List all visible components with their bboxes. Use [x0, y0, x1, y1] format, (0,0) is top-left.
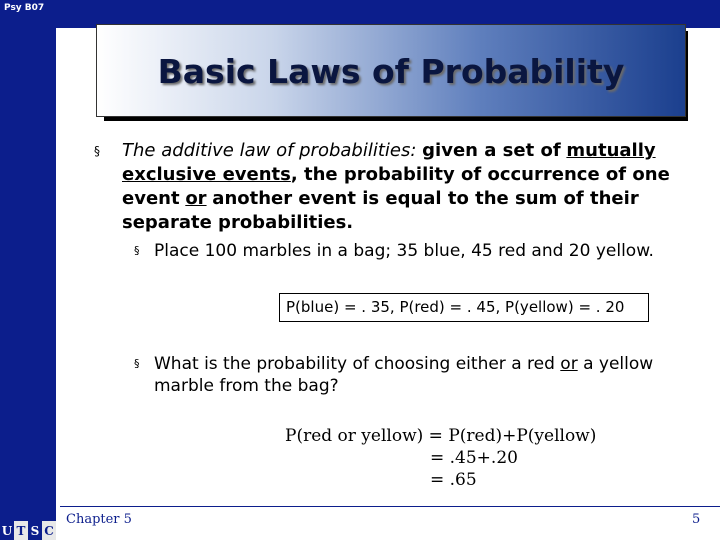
definition-part3: another event is equal to the sum of their separate probabilities. [122, 188, 639, 233]
logo-letter-s: S [28, 521, 42, 540]
sub-bullet-marbles [134, 240, 694, 262]
question-text [154, 353, 694, 397]
question-post: a yellow marble from the bag? [154, 354, 654, 396]
footer-divider [60, 506, 720, 507]
bullet-marker: § [134, 357, 140, 370]
formula [285, 425, 596, 491]
bullet-marker: § [94, 144, 100, 158]
formula-line-2: = .45+.20 [430, 448, 518, 468]
page-number: 5 [692, 512, 701, 527]
logo-letter-t: T [14, 521, 28, 540]
logo-letter-c: C [42, 521, 56, 540]
logo-letter-u: U [0, 521, 14, 540]
or-word: or [185, 188, 207, 209]
left-brand-bar [0, 0, 56, 540]
slide-title: Basic Laws of Probability [157, 52, 625, 91]
bullet-marker: § [134, 244, 140, 257]
formula-line-1: P(red or yellow) = P(red)+P(yellow) [285, 426, 597, 446]
question-pre: What is the probability of choosing either a red [154, 354, 555, 374]
definition-part2: , the probability of occurrence of one event [122, 164, 670, 209]
utsc-logo [0, 521, 56, 540]
main-bullet [94, 139, 674, 235]
question-or: or [560, 354, 578, 374]
marbles-text: Place 100 marbles in a bag; 35 blue, 45 red and 20 yellow. [154, 241, 654, 261]
mutually-word: mutually [566, 140, 656, 161]
sub-bullet-question [134, 353, 694, 397]
probabilities-box: P(blue) = . 35, P(red) = . 45, P(yellow) = . 20 [279, 293, 649, 322]
course-code: Psy B07 [4, 3, 45, 13]
additive-law-label: The additive law of probabilities: [122, 140, 417, 161]
main-bullet-text [122, 139, 674, 235]
title-banner [96, 24, 686, 117]
exclusive-events-word: exclusive events [122, 164, 291, 185]
formula-line-3: = .65 [430, 470, 477, 490]
footer-chapter: Chapter 5 [66, 512, 132, 527]
definition-part1: given a set of [422, 140, 561, 161]
